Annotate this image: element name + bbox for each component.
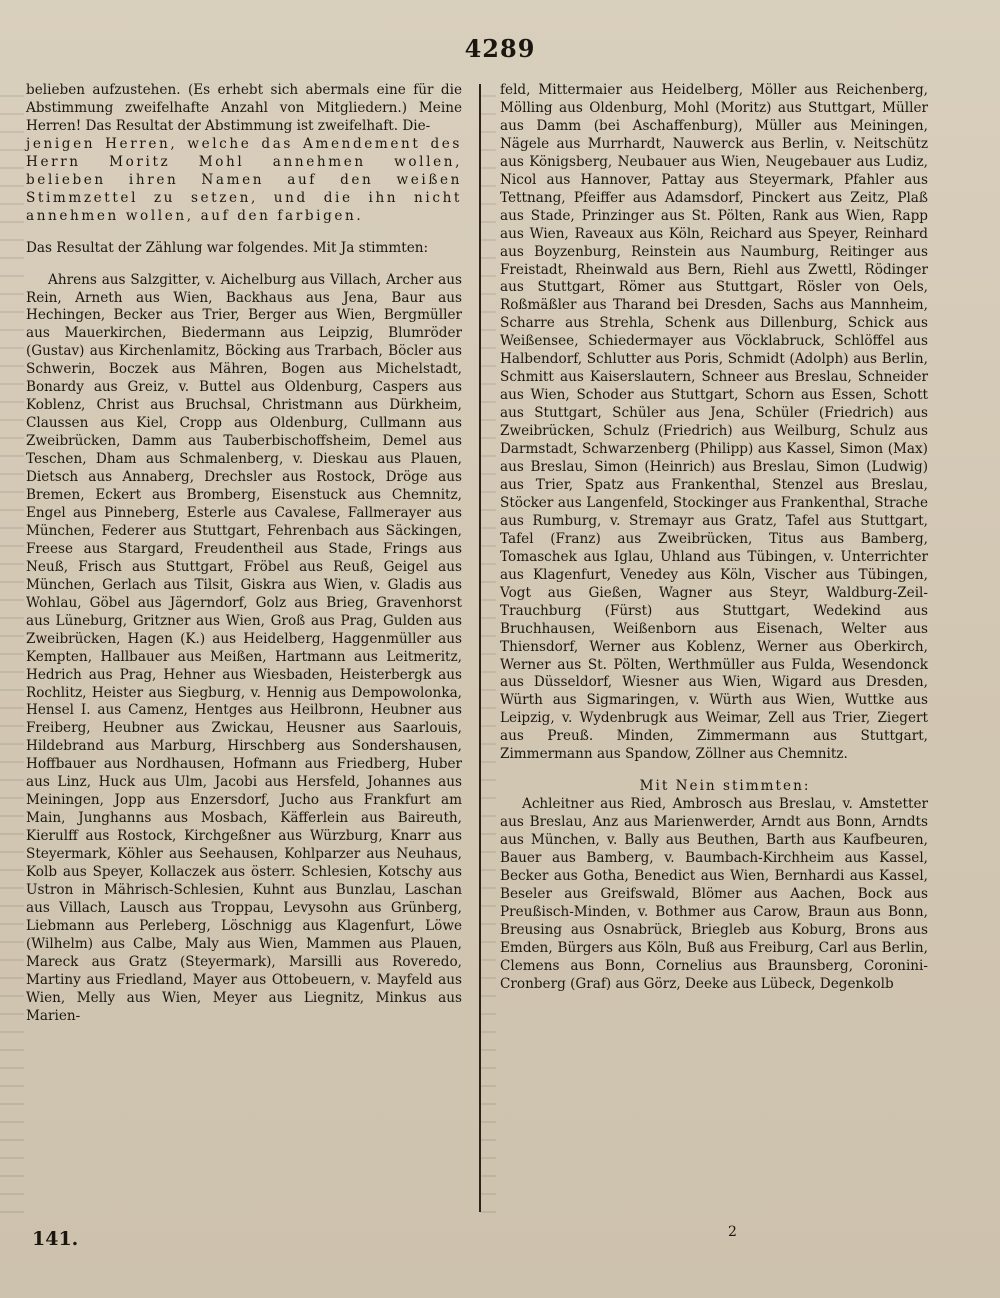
spaced-instruction: jenigen Herren, welche das Amendement des Herrn Moritz Mohl annehmen wollen, belieben ihren Namen auf den weißen Stimmzettel zu setzen, und die ihn nicht annehmen wollen, auf den farbigen. bbox=[26, 135, 462, 224]
bleed-through-left-margin bbox=[0, 95, 24, 1225]
paragraph-gap bbox=[26, 226, 462, 240]
result-intro: Das Resultat der Zählung war folgendes. Mit Ja stimmten: bbox=[26, 239, 429, 256]
yes-voters-list: Ahrens aus Salzgitter, v. Aichelburg aus Villach, Archer aus Rein, Arneth aus Wien, Backhaus aus Jena, Baur aus Hechingen, Becker aus Trier, Berger aus Wien, Bergmüller aus Mauerkirchen, Biedermann aus Leipzig, Blumröder (Gustav) aus Kirchenlamitz, Böcking aus Trarbach, Böcler aus Schwerin, Boczek aus Mähren, Bogen aus Michelstadt, Bonardy aus Greiz, v. Buttel aus Oldenburg, Caspers aus Koblenz, Christ aus Bruchsal, Christmann aus Dürkheim, Claussen aus Kiel, Cropp aus Oldenburg, Cullmann aus Zweibrücken, Damm aus Tauberbischoffsheim, Demel aus Teschen, Dham aus Schmalenberg, v. Dieskau aus Plauen, Dietsch aus Annaberg, Drechsler aus Rostock, Dröge aus Bremen, Eckert aus Bromberg, Eisenstuck aus Chemnitz, Engel aus Pinneberg, Esterle aus Cavalese, Fallmerayer aus München, Federer aus Stuttgart, Fehrenbach aus Säckingen, Freese aus Stargard, Freudentheil aus Stade, Frings aus Neuß, Frisch aus Stuttgart, Fröbel aus Reuß, Geigel aus München, Gerlach aus Tilsit, Giskra aus Wien, v. Gladis aus Wohlau, Göbel aus Jägerndorf, Golz aus Brieg, Gravenhorst aus Lüneburg, Gritzner aus Wien, Groß aus Prag, Gulden aus Zweibrücken, Hagen (K.) aus Heidelberg, Haggenmüller aus Kempten, Hallbauer aus Meißen, Hartmann aus Leitmeritz, Hedrich aus Prag, Hehner aus Wiesbaden, Heisterbergk aus Rochlitz, Heister aus Siegburg, v. Hennig aus Dempowolonka, Hensel I. aus Camenz, Hentges aus Heilbronn, Heubner aus Freiberg, Heubner aus Zwickau, Heusner aus Saarlouis, Hildebrand aus Marburg, Hirschberg aus Sondershausen, Hoffbauer aus Nordhausen, Hofmann aus Friedberg, Huber aus Linz, Huck aus Ulm, Jacobi aus Hersfeld, Johannes aus Meiningen, Jopp aus Enzersdorf, Jucho aus Frankfurt am Main, Junghanns aus Mosbach, Käfferlein aus Baireuth, Kierulff aus Rostock, Kirchgeßner aus Würzburg, Knarr aus Steyermark, Köhler aus Seehausen, Kohlparzer aus Neuhaus, Kolb aus Speyer, Kollaczek aus österr. Schlesien, Kotschy aus Ustron in Mährisch-Schlesien, Kuhnt aus Bunzlau, Laschan aus Villach, Lausch aus Troppau, Levysohn aus Grünberg, Liebmann aus Perleberg, Löschnigg aus Klagenfurt, Löwe (Wilhelm) aus Calbe, Maly aus Wien, Mammen aus Plauen, Mareck aus Gratz (Steyermark), Marsilli aus Roveredo, Martiny aus Friedland, Mayer aus Ottobeuern, v. Mayfeld aus Wien, Melly aus Wien, Meyer aus Liegnitz, Minkus aus Marien- bbox=[26, 271, 462, 1024]
paragraph-gap bbox=[26, 258, 462, 272]
page-number: 4289 bbox=[464, 34, 536, 63]
bleed-through-gutter bbox=[480, 95, 496, 1225]
no-voters-list: Achleitner aus Ried, Ambrosch aus Breslau, v. Amstetter aus Breslau, Anz aus Marienwerder, Arndt aus Bonn, Arndts aus München, v. Bally aus Beuthen, Barth aus Kaufbeuren, Bauer aus Bamberg, v. Baumbach-Kirchheim aus Kassel, Becker aus Gotha, Benedict aus Wien, Bernhardi aus Kassel, Beseler aus Greifswald, Blömer aus Aachen, Bock aus Preußisch-Minden, v. Bothmer aus Carow, Braun aus Bonn, Breusing aus Osnabrück, Briegleb aus Koburg, Brons aus Emden, Bürgers aus Köln, Buß aus Freiburg, Carl aus Berlin, Clemens aus Bonn, Cornelius aus Braunsberg, Coronini-Cronberg (Graf) aus Görz, Deeke aus Lübeck, Degenkolb bbox=[500, 796, 928, 992]
sheet-signature-mark: 2 bbox=[728, 1224, 737, 1240]
yes-voters-continued: feld, Mittermaier aus Heidelberg, Möller aus Reichenberg, Mölling aus Oldenburg, Mohl (Moritz) aus Stuttgart, Müller aus Damm (bei Aschaffenburg), Müller aus Meiningen, Nägele aus Murrhardt, Nauwerck aus Berlin, v. Neitschütz aus Königsberg, Neubauer aus Wien, Neugebauer aus Ludiz, Nicol aus Hannover, Pattay aus Steyermark, Pfahler aus Tettnang, Pfeiffer aus Adamsdorf, Pinckert aus Zeitz, Plaß aus Stade, Prinzinger aus St. Pölten, Rank aus Wien, Rapp aus Wien, Raveaux aus Köln, Reichard aus Speyer, Reinhard aus Boyzenburg, Reinstein aus Naumburg, Reitinger aus Freistadt, Rheinwald aus Bern, Riehl aus Zwettl, Rödinger aus Stuttgart, Römer aus Stuttgart, Rösler von Oels, Roßmäßler aus Tharand bei Dresden, Sachs aus Mannheim, Scharre aus Strehla, Schenk aus Dillenburg, Schick aus Weißensee, Schiedermayer aus Vöcklabruck, Schlöffel aus Halbendorf, Schlutter aus Poris, Schmidt (Adolph) aus Berlin, Schmitt aus Kaiserslautern, Schneer aus Breslau, Schneider aus Wien, Schoder aus Stuttgart, Schorn aus Essen, Schott aus Stuttgart, Schüler aus Jena, Schüler (Friedrich) aus Zweibrücken, Schulz (Friedrich) aus Weilburg, Schulz aus Darmstadt, Schwarzenberg (Philipp) aus Kassel, Simon (Max) aus Breslau, Simon (Heinrich) aus Breslau, Simon (Ludwig) aus Trier, Spatz aus Frankenthal, Stenzel aus Breslau, Stöcker aus Langenfeld, Stockinger aus Frankenthal, Strache aus Rumburg, v. Stremayr aus Gratz, Tafel aus Stuttgart, Tafel (Franz) aus Zweibrücken, Titus aus Bamberg, Tomaschek aus Iglau, Uhland aus Tübingen, v. Unterrichter aus Klagenfurt, Venedey aus Köln, Vischer aus Tübingen, Vogt aus Gießen, Wagner aus Steyr, Waldburg-Zeil-Trauchburg (Fürst) aus Stuttgart, Wedekind aus Bruchhausen, Weißenborn aus Eisenach, Welter aus Thiensdorf, Werner aus Koblenz, Werner aus Oberkirch, Werner aus St. Pölten, Werthmüller aus Fulda, Wesendonck aus Düsseldorf, Wiesner aus Wien, Wigard aus Dresden, Würth aus Sigmaringen, v. Würth aus Wien, Wuttke aus Leipzig, v. Wydenbrugk aus Weimar, Zell aus Trier, Ziegert aus Preuß. Minden, Zimmermann aus Stuttgart, Zimmermann aus Spandow, Zöllner aus Chemnitz. bbox=[500, 82, 928, 763]
paragraph-gap bbox=[500, 764, 928, 778]
intro-paragraph: belieben aufzustehen. (Es erhebt sich abermals eine für die Abstimmung zweifelhafte Anzahl von Mitgliedern.) Meine Herren! Das Resultat der Abstimmung ist zweifelhaft. Die- bbox=[26, 82, 462, 134]
no-voters-heading: Mit Nein stimmten: bbox=[639, 778, 811, 795]
left-column bbox=[26, 82, 462, 1026]
column-divider bbox=[479, 84, 481, 1212]
sheet-signature: 141. bbox=[32, 1228, 79, 1250]
right-column bbox=[500, 82, 928, 994]
